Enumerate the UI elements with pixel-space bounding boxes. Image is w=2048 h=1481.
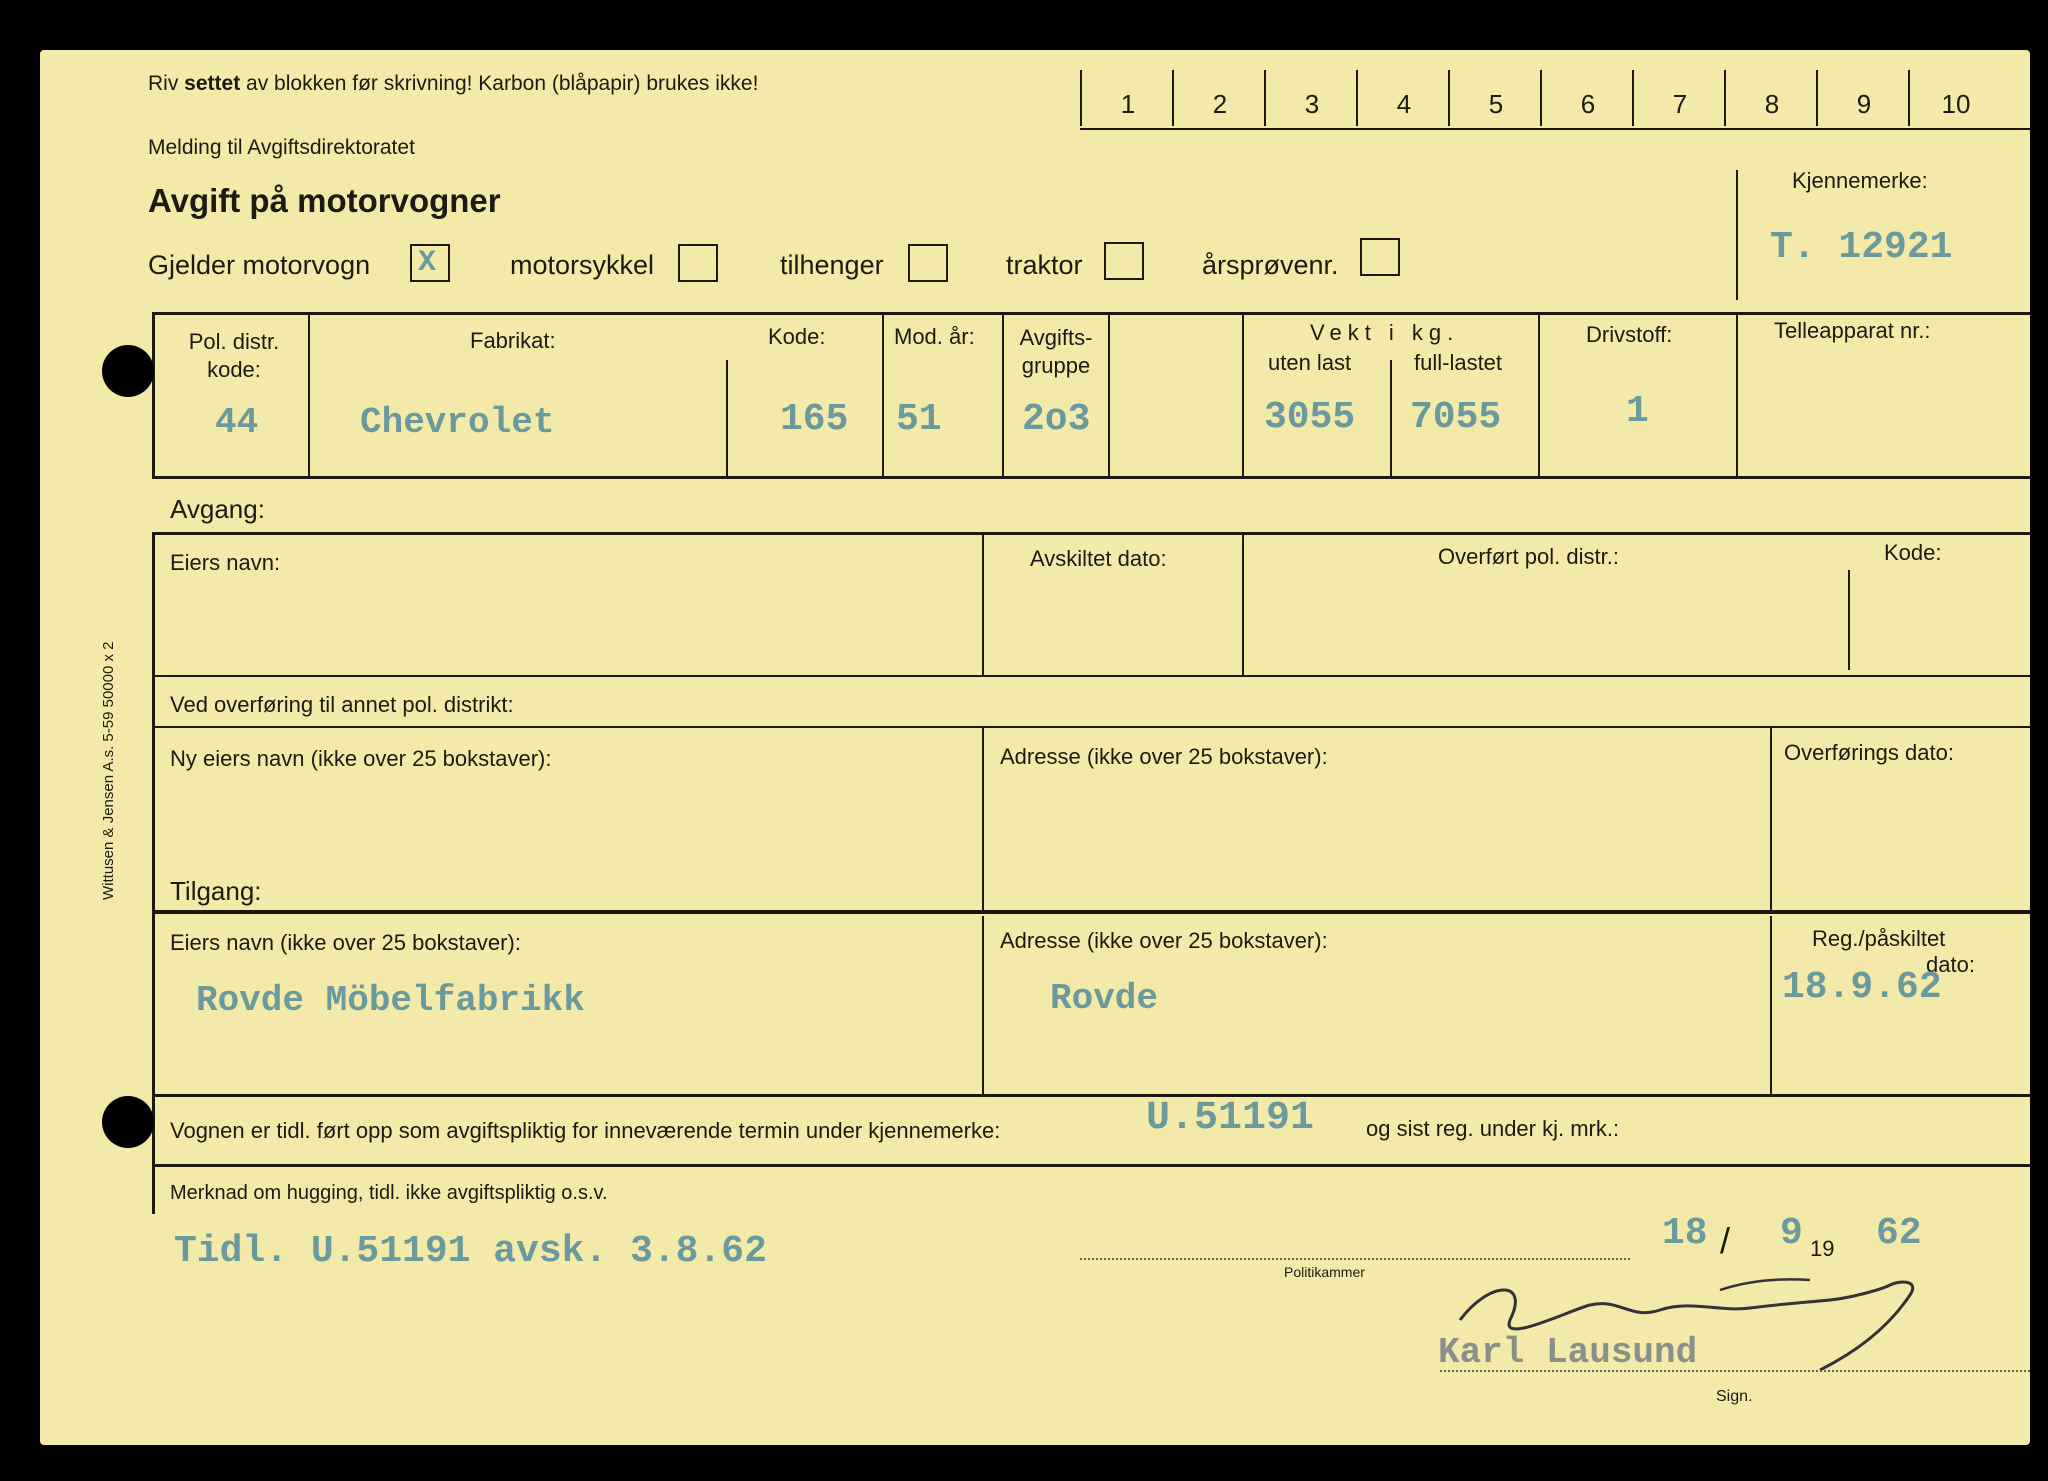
instruction-post: av blokken før skrivning! Karbon (blåpapir) brukes ikke! [240,72,759,95]
motorsykkel-label: motorsykkel [510,250,655,280]
ved-overforing-label: Ved overføring til annet pol. distrikt: [170,692,514,717]
kode-value: 165 [780,398,849,441]
punch-hole [102,345,154,397]
tilgang-eiers-navn-value: Rovde Möbelfabrikk [196,980,585,1021]
pol-distr-label: Pol. distr. kode: [188,329,280,382]
sist-reg-label: og sist reg. under kj. mrk.: [1366,1116,1620,1141]
mod-ar-label: Mod. år: [894,324,975,349]
arsprovenr-label: årsprøvenr. [1202,250,1339,280]
tilhenger-checkbox[interactable] [908,244,948,282]
tilgang-eiers-navn-label: Eiers navn (ikke over 25 bokstaver): [170,930,521,955]
drivstoff-value: 1 [1626,390,1649,433]
eiers-navn-label: Eiers navn: [170,550,281,575]
number-cell: 4 [1356,70,1450,126]
overfort-label: Overført pol. distr.: [1438,544,1619,569]
uten-last-value: 3055 [1264,396,1356,439]
merknad-label: Merknad om hugging, tidl. ikke avgiftspliktig o.s.v. [170,1182,608,1204]
number-cell: 10 [1908,70,2002,126]
instruction-pre: Riv [148,72,185,95]
instruction-text [148,72,758,96]
vognen-bottom-line [152,1164,2030,1167]
mod-ar-value: 51 [896,398,942,441]
politikammer-label: Politikammer [1284,1264,1365,1280]
tilgang-adresse-label: Adresse (ikke over 25 bokstaver): [1000,928,1328,953]
fabrikat-value: Chevrolet [360,402,555,443]
telleapparat-label: Telleapparat nr.: [1774,318,1931,343]
vehicle-table-bottom [152,476,2030,479]
uten-last-label: uten last [1268,350,1352,375]
number-cell: 7 [1632,70,1726,126]
avgang-heading: Avgang: [170,494,265,524]
gjelder-label: Gjelder motorvogn [148,250,371,280]
melding-text: Melding til Avgiftsdirektoratet [148,136,415,159]
traktor-checkbox[interactable] [1104,242,1144,280]
reg-paskiltet-label: Reg./påskiltet [1812,926,1946,951]
signature-name: Karl Lausund [1438,1332,1698,1373]
avgang-kode-label: Kode: [1884,540,1942,565]
printer-text: Wittusen & Jensen A.s. 5-59 50000 x 2 [100,641,117,900]
pol-distr-value: 44 [215,402,259,443]
checkbox-mark: X [418,246,437,280]
vognen-kjennemerke-value: U.51191 [1146,1096,1315,1141]
signature-dotted-line [1440,1370,2030,1372]
motorvogn-checkbox[interactable] [410,244,450,282]
avgiftsgruppe-label: Avgifts- gruppe [1019,325,1093,378]
number-cell: 6 [1540,70,1634,126]
page-title: Avgift på motorvogner [148,182,501,219]
reg-dato-label: dato: [1926,952,1975,977]
arsprovenr-checkbox[interactable] [1360,238,1400,276]
tilhenger-label: tilhenger [780,250,884,280]
sign-month: 9 [1780,1212,1803,1255]
vekt-label: Vekt i kg. [1310,320,1460,345]
avgang-adresse-label: Adresse (ikke over 25 bokstaver): [1000,744,1328,769]
number-cell: 8 [1724,70,1818,126]
motorsykkel-checkbox[interactable] [678,244,718,282]
merknad-value: Tidl. U.51191 avsk. 3.8.62 [174,1230,767,1273]
vehicle-table-top [152,312,2030,315]
number-cell: 2 [1172,70,1266,126]
kode-label: Kode: [768,324,826,349]
instruction-bold: settet [184,72,241,95]
number-strip-line [1080,128,2030,130]
sign-label: Sign. [1716,1388,1753,1405]
date-slash: / [1720,1220,1731,1261]
number-cell: 9 [1816,70,1910,126]
full-last-label: full-lastet [1414,350,1503,375]
full-last-value: 7055 [1410,396,1502,439]
avgiftsgruppe-value: 2o3 [1022,398,1091,441]
number-cell: 1 [1080,70,1174,126]
kjennemerke-divider [1736,170,1738,300]
sign-day: 18 [1662,1212,1708,1255]
tilgang-adresse-value: Rovde [1050,978,1159,1019]
sign-century: 19 [1810,1236,1835,1261]
form-sheet [40,50,2030,1445]
tilgang-heading: Tilgang: [170,876,262,906]
traktor-label: traktor [1006,250,1083,280]
vognen-text: Vognen er tidl. ført opp som avgiftspliktig for inneværende termin under kjennemerke: [170,1118,1001,1143]
avskiltet-dato-label: Avskiltet dato: [1030,546,1167,571]
kjennemerke-value: T. 12921 [1770,226,1953,269]
reg-dato-value: 18.9.62 [1782,966,1942,1009]
fabrikat-label: Fabrikat: [470,328,556,353]
number-cell: 3 [1264,70,1358,126]
kjennemerke-label: Kjennemerke: [1792,168,1928,193]
drivstoff-label: Drivstoff: [1586,322,1673,347]
sign-year: 62 [1876,1212,1922,1255]
ny-eier-label: Ny eiers navn (ikke over 25 bokstaver): [170,746,552,771]
overforings-dato-label: Overførings dato: [1784,740,1954,765]
punch-hole [102,1096,154,1148]
number-cell: 5 [1448,70,1542,126]
